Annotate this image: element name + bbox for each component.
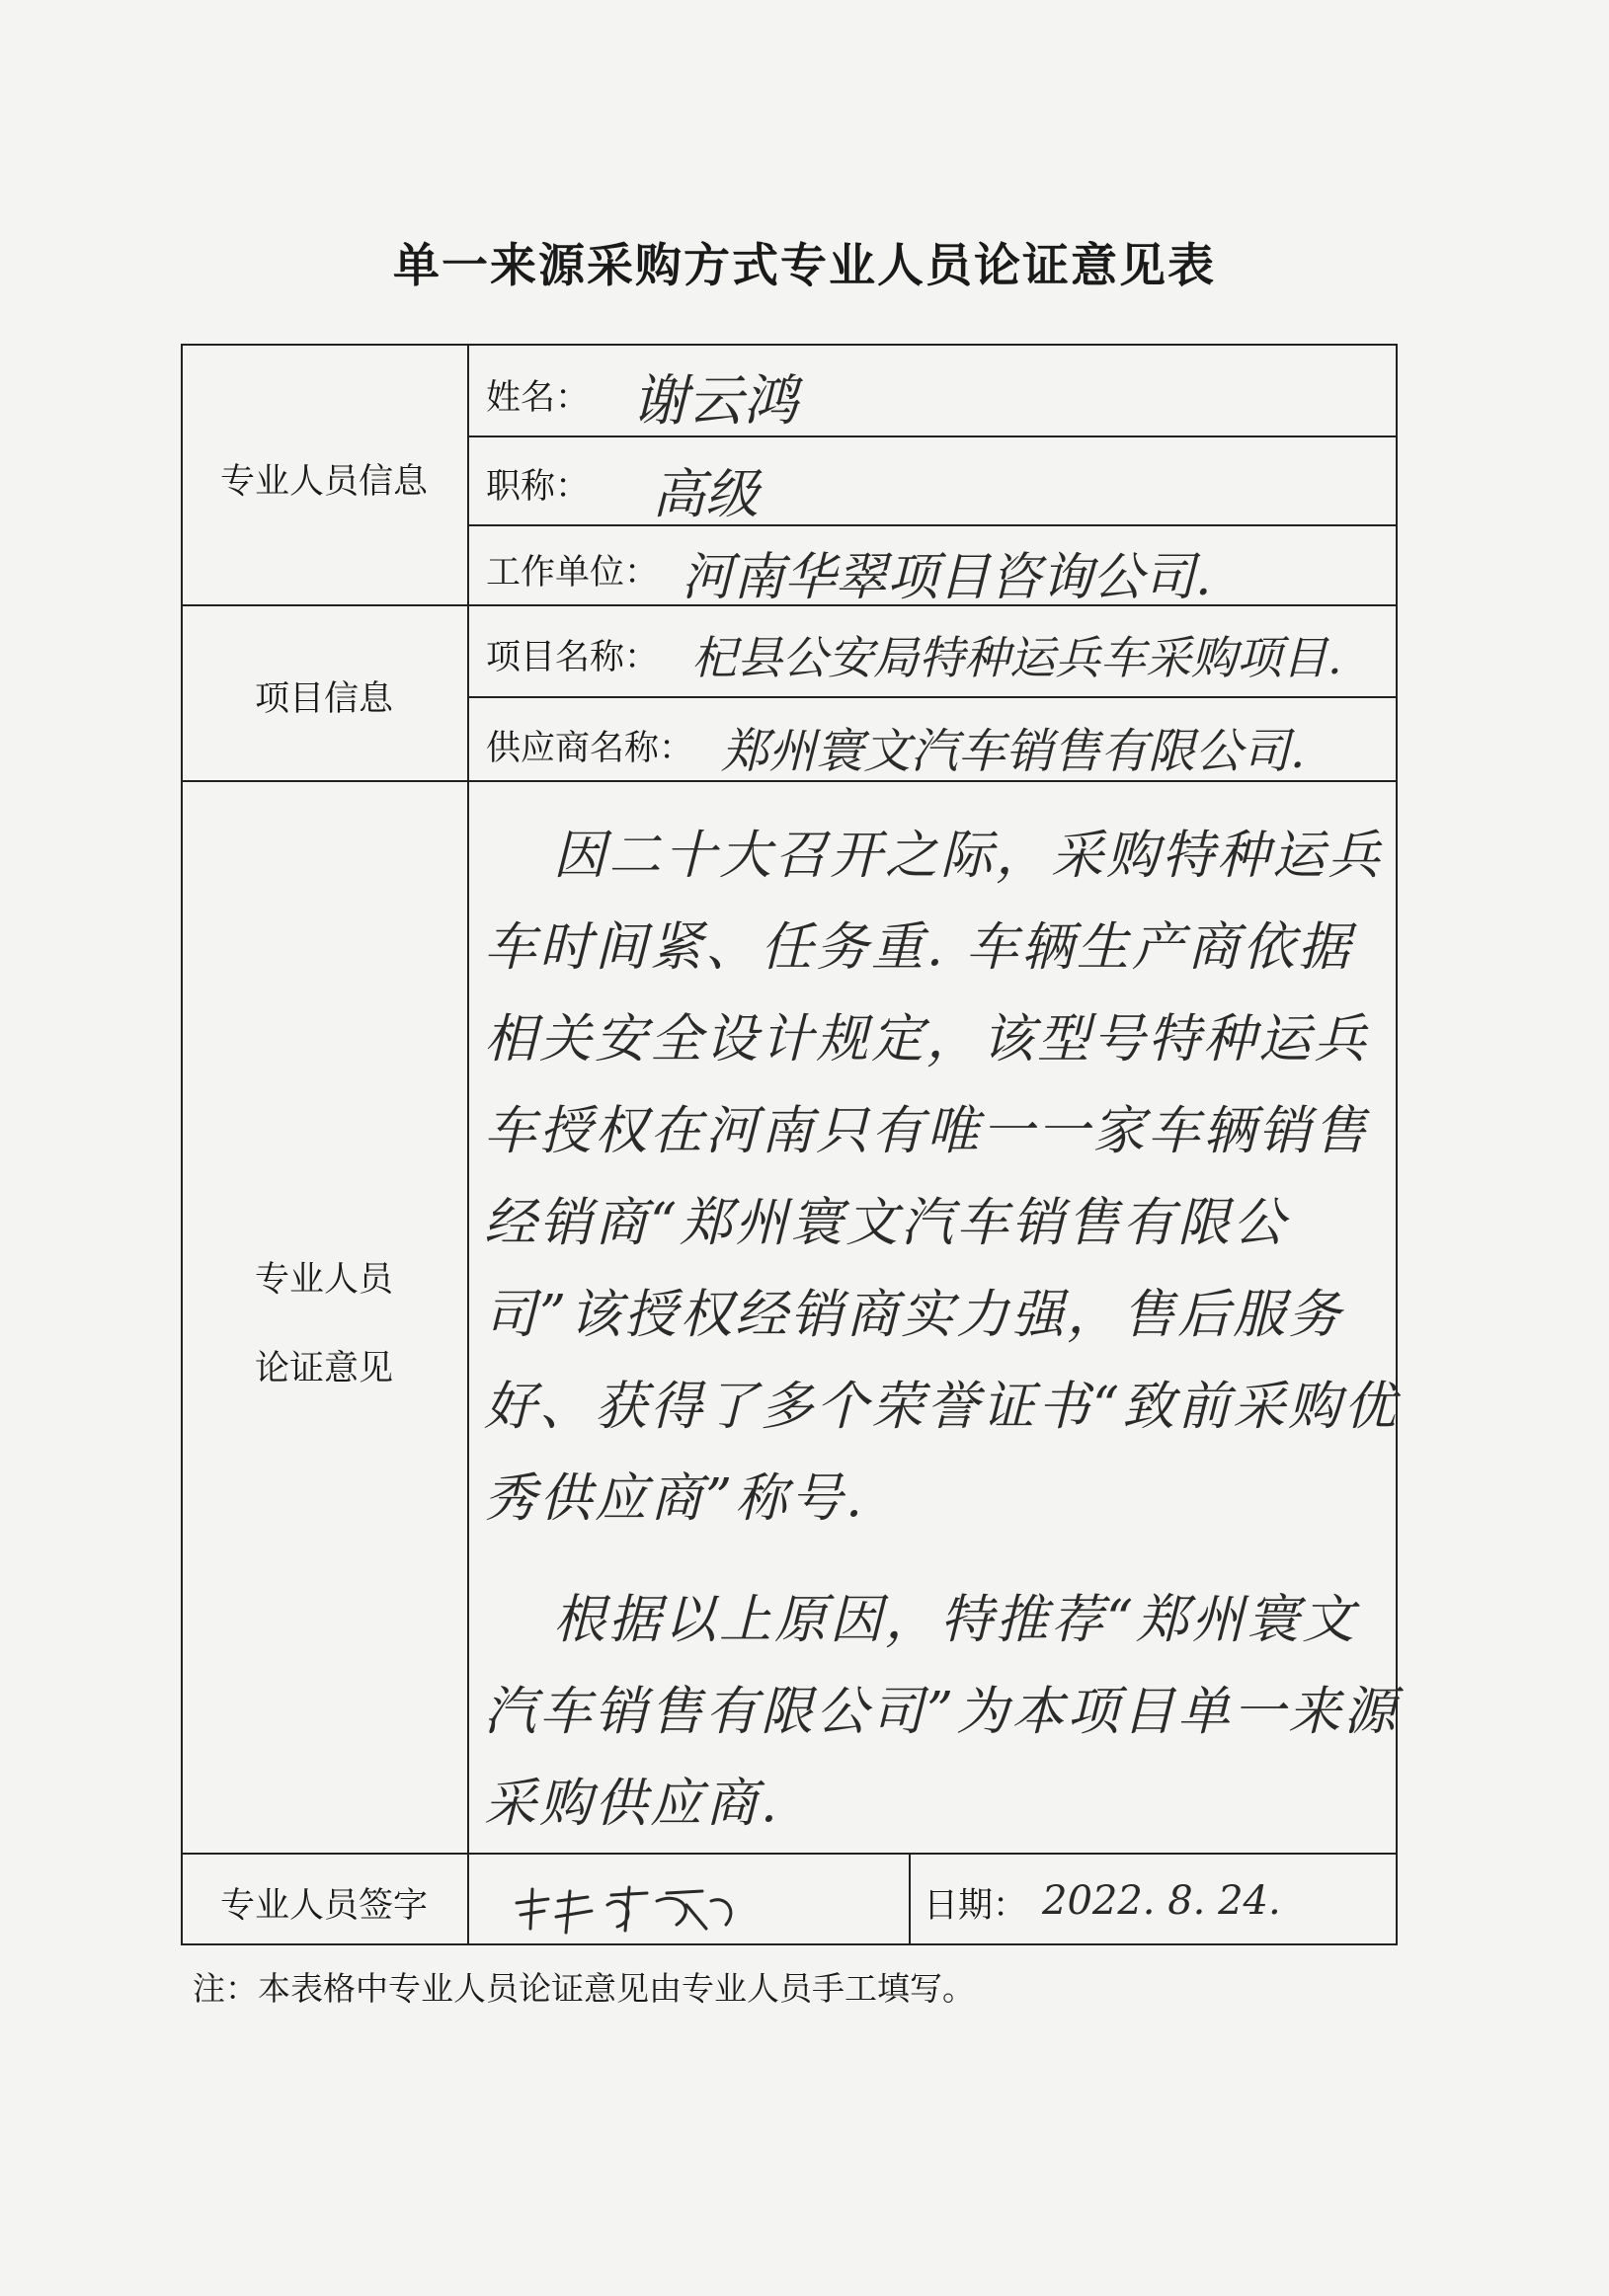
title-label: 职称：	[486, 467, 591, 507]
rule-section-3	[181, 1853, 1398, 1855]
title-value: 高级	[652, 463, 759, 525]
rule-name	[469, 435, 1398, 437]
project-name-value: 杞县公安局特种运兵车采购项目.	[691, 631, 1342, 684]
name-label: 姓名：	[486, 378, 591, 418]
opinion-paragraph-1: 因二十大召开之际，采购特种运兵车时间紧、任务重. 车辆生产商依据相关安全设计规定，该型号特种运兵车授权在河南只有唯一一家车辆销售经销商“郑州寰文汽车销售有限公司”该授权经销商实力强，售后服务好、获得了多个荣誉证书“致前采购优秀供应商”称号.	[484, 826, 1400, 1529]
expert-signature	[509, 1881, 746, 1940]
employer-label: 工作单位：	[486, 553, 660, 593]
supplier-value: 郑州寰文汽车销售有限公司.	[721, 724, 1306, 779]
name-value: 谢云鸿	[632, 369, 798, 434]
date-value: 2022. 8. 24.	[1042, 1878, 1281, 1924]
supplier-label: 供应商名称：	[486, 729, 694, 768]
section-opinion-line1: 专业人员	[254, 1260, 393, 1300]
form-title: 单一来源采购方式专业人员论证意见表	[393, 239, 1216, 293]
project-name-label: 项目名称：	[486, 638, 660, 677]
rule-project	[469, 696, 1398, 698]
opinion-text	[484, 810, 1403, 1850]
section-expert-info: 专业人员信息	[219, 462, 428, 502]
rule-date-column	[909, 1853, 911, 1945]
section-project-info: 项目信息	[254, 679, 393, 719]
opinion-paragraph-2: 根据以上原因，特推荐“郑州寰文汽车销售有限公司”为本项目单一来源采购供应商.	[484, 1590, 1400, 1834]
rule-title	[469, 524, 1398, 526]
employer-value: 河南华翠项目咨询公司.	[682, 548, 1212, 607]
footnote: 注：本表格中专业人员论证意见由专业人员手工填写。	[193, 1969, 975, 2008]
section-opinion-line2: 论证意见	[254, 1349, 393, 1388]
rule-label-column	[467, 344, 469, 1945]
section-signature: 专业人员签字	[219, 1886, 428, 1926]
date-label: 日期：	[924, 1886, 1028, 1926]
